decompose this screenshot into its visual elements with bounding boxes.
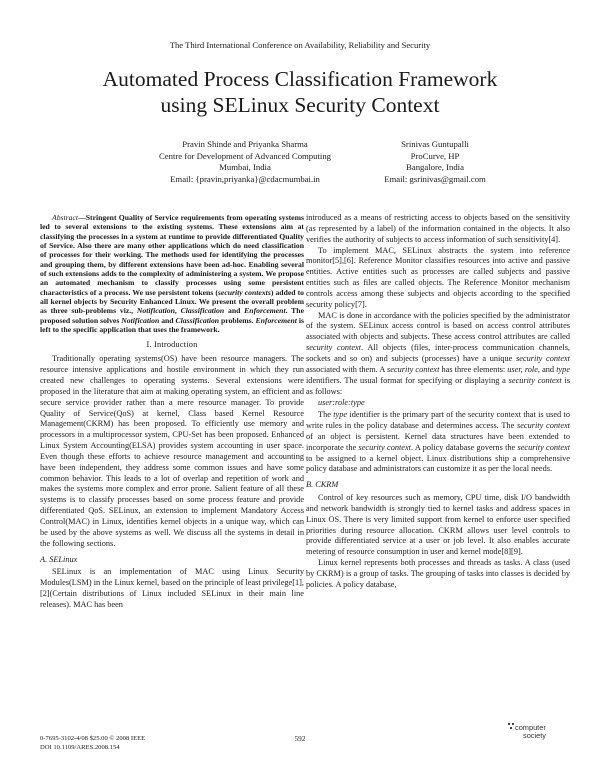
author-affiliation: Centre for Development of Advanced Computing [158,150,332,161]
footer-doi: DOI 10.1109/ARES.2008.154 [40,744,120,751]
abstract-text: —Stringent Quality of Service requirements from operating systems led to several extensions to the existing systems. These extensions aim at classifying the processes in a system at runtime to provide differentiated Quality of Service. Also there are many other applications which do need classification of processes for their working. The methods used for identifying the processes and grouping them, by different extensions have been ad-hoc. Enabling several of such extensions adds to the complexity of administering a system. We propose an automated mechanism to classify processes using some persistent characteristics of a process. We use persistent tokens ( [40,213,304,297]
subsection-heading: B. CKRM [306,480,339,490]
abstract-label: Abstract [52,213,79,222]
emphasis: security context [306,343,362,353]
title-line-1: Automated Process Classification Framework [102,67,498,91]
paragraph: introduced as a means of restricting access to objects based on the sensitivity (as represented by a label) of the information contained in the objects. It also verifies the authority of subjects to access information of such sensitivity[4]. [306,213,570,244]
abstract-text: , [174,306,181,316]
text-run: is as follows: [306,375,571,396]
logo-line-2: society [523,731,547,740]
computer-society-logo [507,722,565,744]
abstract-emphasis: Enforcement [255,315,297,325]
abstract-text: and [159,315,176,325]
abstract-text: ) added to all kernel objects by Security Enhanced Linux. We present the overall problem as three sub-problems viz., [40,287,305,316]
abstract-text: . The proposed solution solves [40,306,304,325]
section-heading: I. Introduction [146,340,198,350]
subsection-heading: A. SELinux [40,554,78,564]
text-run: of an object is persistent. Kernel data structures have been extended to incorporate the [306,431,570,452]
title-line-2: using SELinux Security Context [160,93,440,117]
abstract-emphasis: Classification [180,306,225,316]
footer-line-1: 0-7695-3102-4/08 $25.00 © 2008 IEEE [40,735,146,742]
emphasis: security context [358,442,411,452]
emphasis: security context [387,364,440,374]
page-number: 592 [294,734,306,743]
text-run: identifier is the primary part of the security context that is used to write rules in the policy database and determines access. The [306,410,570,431]
right-column [306,213,570,591]
text-run: MAC is done in accordance with the policies specified by the administrator of the system. SELinux access control is based on access control attributes associated with objects and subjects. These access control attributes are called [306,310,570,342]
author-location: Mumbai, India [219,162,271,173]
emphasis: security context [517,442,570,452]
format-example: user:role:type [318,398,365,408]
abstract-emphasis: security contexts [217,287,271,297]
paragraph: Linux kernel represents both processes and threads as tasks. A class (used by CKRM) is a group of tasks. The grouping of tasks into classes is decided by policies. A policy database, [306,558,570,589]
abstract-emphasis: Enforcement [244,306,286,316]
logo-line-1: computer [515,723,546,732]
author-names: Pravin Shinde and Priyanka Sharma [182,139,308,149]
text-run: has three elements: [439,364,508,374]
author-block-2 [330,139,540,185]
text-run: The [318,410,334,420]
abstract-text: is left to the specific application that uses the framework. [40,315,304,335]
author-email: Email: {pravin,priyanka}@cdacmumbai.in [170,173,320,184]
emphasis: user, role [507,364,538,374]
abstract-emphasis: Notification [136,306,175,316]
author-location: Bangalore, India [406,162,464,173]
left-column [40,213,304,611]
paragraph: Control of key resources such as memory, CPU time, disk I/O bandwidth and network bandwidth is strongly tied to kernel tasks and address spaces in Linux OS. There is very limited support from kernel to enforce user specified priorities during resource allocation. CKRM allows user level controls to provide differentiated service at a user or job level. It also enables accurate metering of resource consumption in user and kernel mode[8][9]. [306,493,570,557]
paragraph [306,410,570,475]
paper-title [40,66,560,118]
abstract-text: and [224,306,245,316]
author-affiliation: ProCurve, HP [410,150,460,161]
text-run: associated with them. A [306,364,388,374]
abstract-text: problems. [219,315,256,325]
paragraph: SELinux is an implementation of MAC using Linux Security Modules(LSM) in the Linux kernel, based on the principle of least privilege[1],[2](Certain distributions of Linux included SELinux in their main line releases). MAC has been [40,567,304,609]
text-run: . All objects (files, inter-process communication channels, sockets and so on) and subjects (processes) have a unique [306,343,570,363]
paragraph: Traditionally operating systems(OS) have been resource managers. The resource intensive applications and hostile environment in which they run created new challenges to operating systems. Several extensions were proposed in the literature that aim at making operating system, an efficient and secure service provider rather than a mere resource manager. To provide Quality of Service(QoS) at kernel, Class based Kernel Resource Management(CKRM) has been proposed. To efficiently use memory and processors in a multiprocessor system, CPU-Set has been proposed. Enhanced Linux System Accounting(ELSA) provides system accounting in user space. Even though these efforts to achieve resource management and accounting have been independent, they address some common issues and have some common behavior. This leads to a lot of overlap and repetition of work and makes the systems more complex and error prone. Salient feature of all these systems is to classify processes based on some process feature and provide differentiated QoS. SELinux, an extension to implement Mandatory Access Control(MAC) in Linux, identifies kernel objects in a unique way, which can be used by the above systems as well. We discuss all the systems in detail in the following sections. [40,354,304,548]
paragraph: To implement MAC, SELinux abstracts the system into reference monitor[5],[6]. Reference Monitor classifies resources into active and passive entities. Active entities such as processes are called subjects and passive entities such as files are called objects. The Reference Monitor mechanism controls access among these subjects and objects according to the specified security policy[7]. [306,245,570,309]
abstract [40,213,304,334]
text-run: identifiers. The usual format for specifying or displaying a [306,375,509,385]
text-run: . A policy database governs the [410,442,518,452]
text-run: to be assigned to a kernel object. Linux distributions ship a comprehensive policy database and administrators can customize it as per the local needs. [306,453,570,474]
emphasis: type [333,410,348,420]
conference-header: The Third International Conference on Availability, Reliability and Security [169,40,431,50]
emphasis: security context [517,421,570,431]
emphasis: security context [516,353,570,363]
logo-text [515,724,546,740]
emphasis: security context [508,375,562,385]
emphasis: type [556,364,571,374]
paragraph [306,311,570,398]
abstract-emphasis: Classification [175,315,220,325]
author-names: Srinivas Guntupalli [401,139,469,149]
abstract-emphasis: Notification [121,315,160,325]
text-run: , and [537,364,557,374]
author-email: Email: gsrinivas@gmail.com [384,173,486,184]
